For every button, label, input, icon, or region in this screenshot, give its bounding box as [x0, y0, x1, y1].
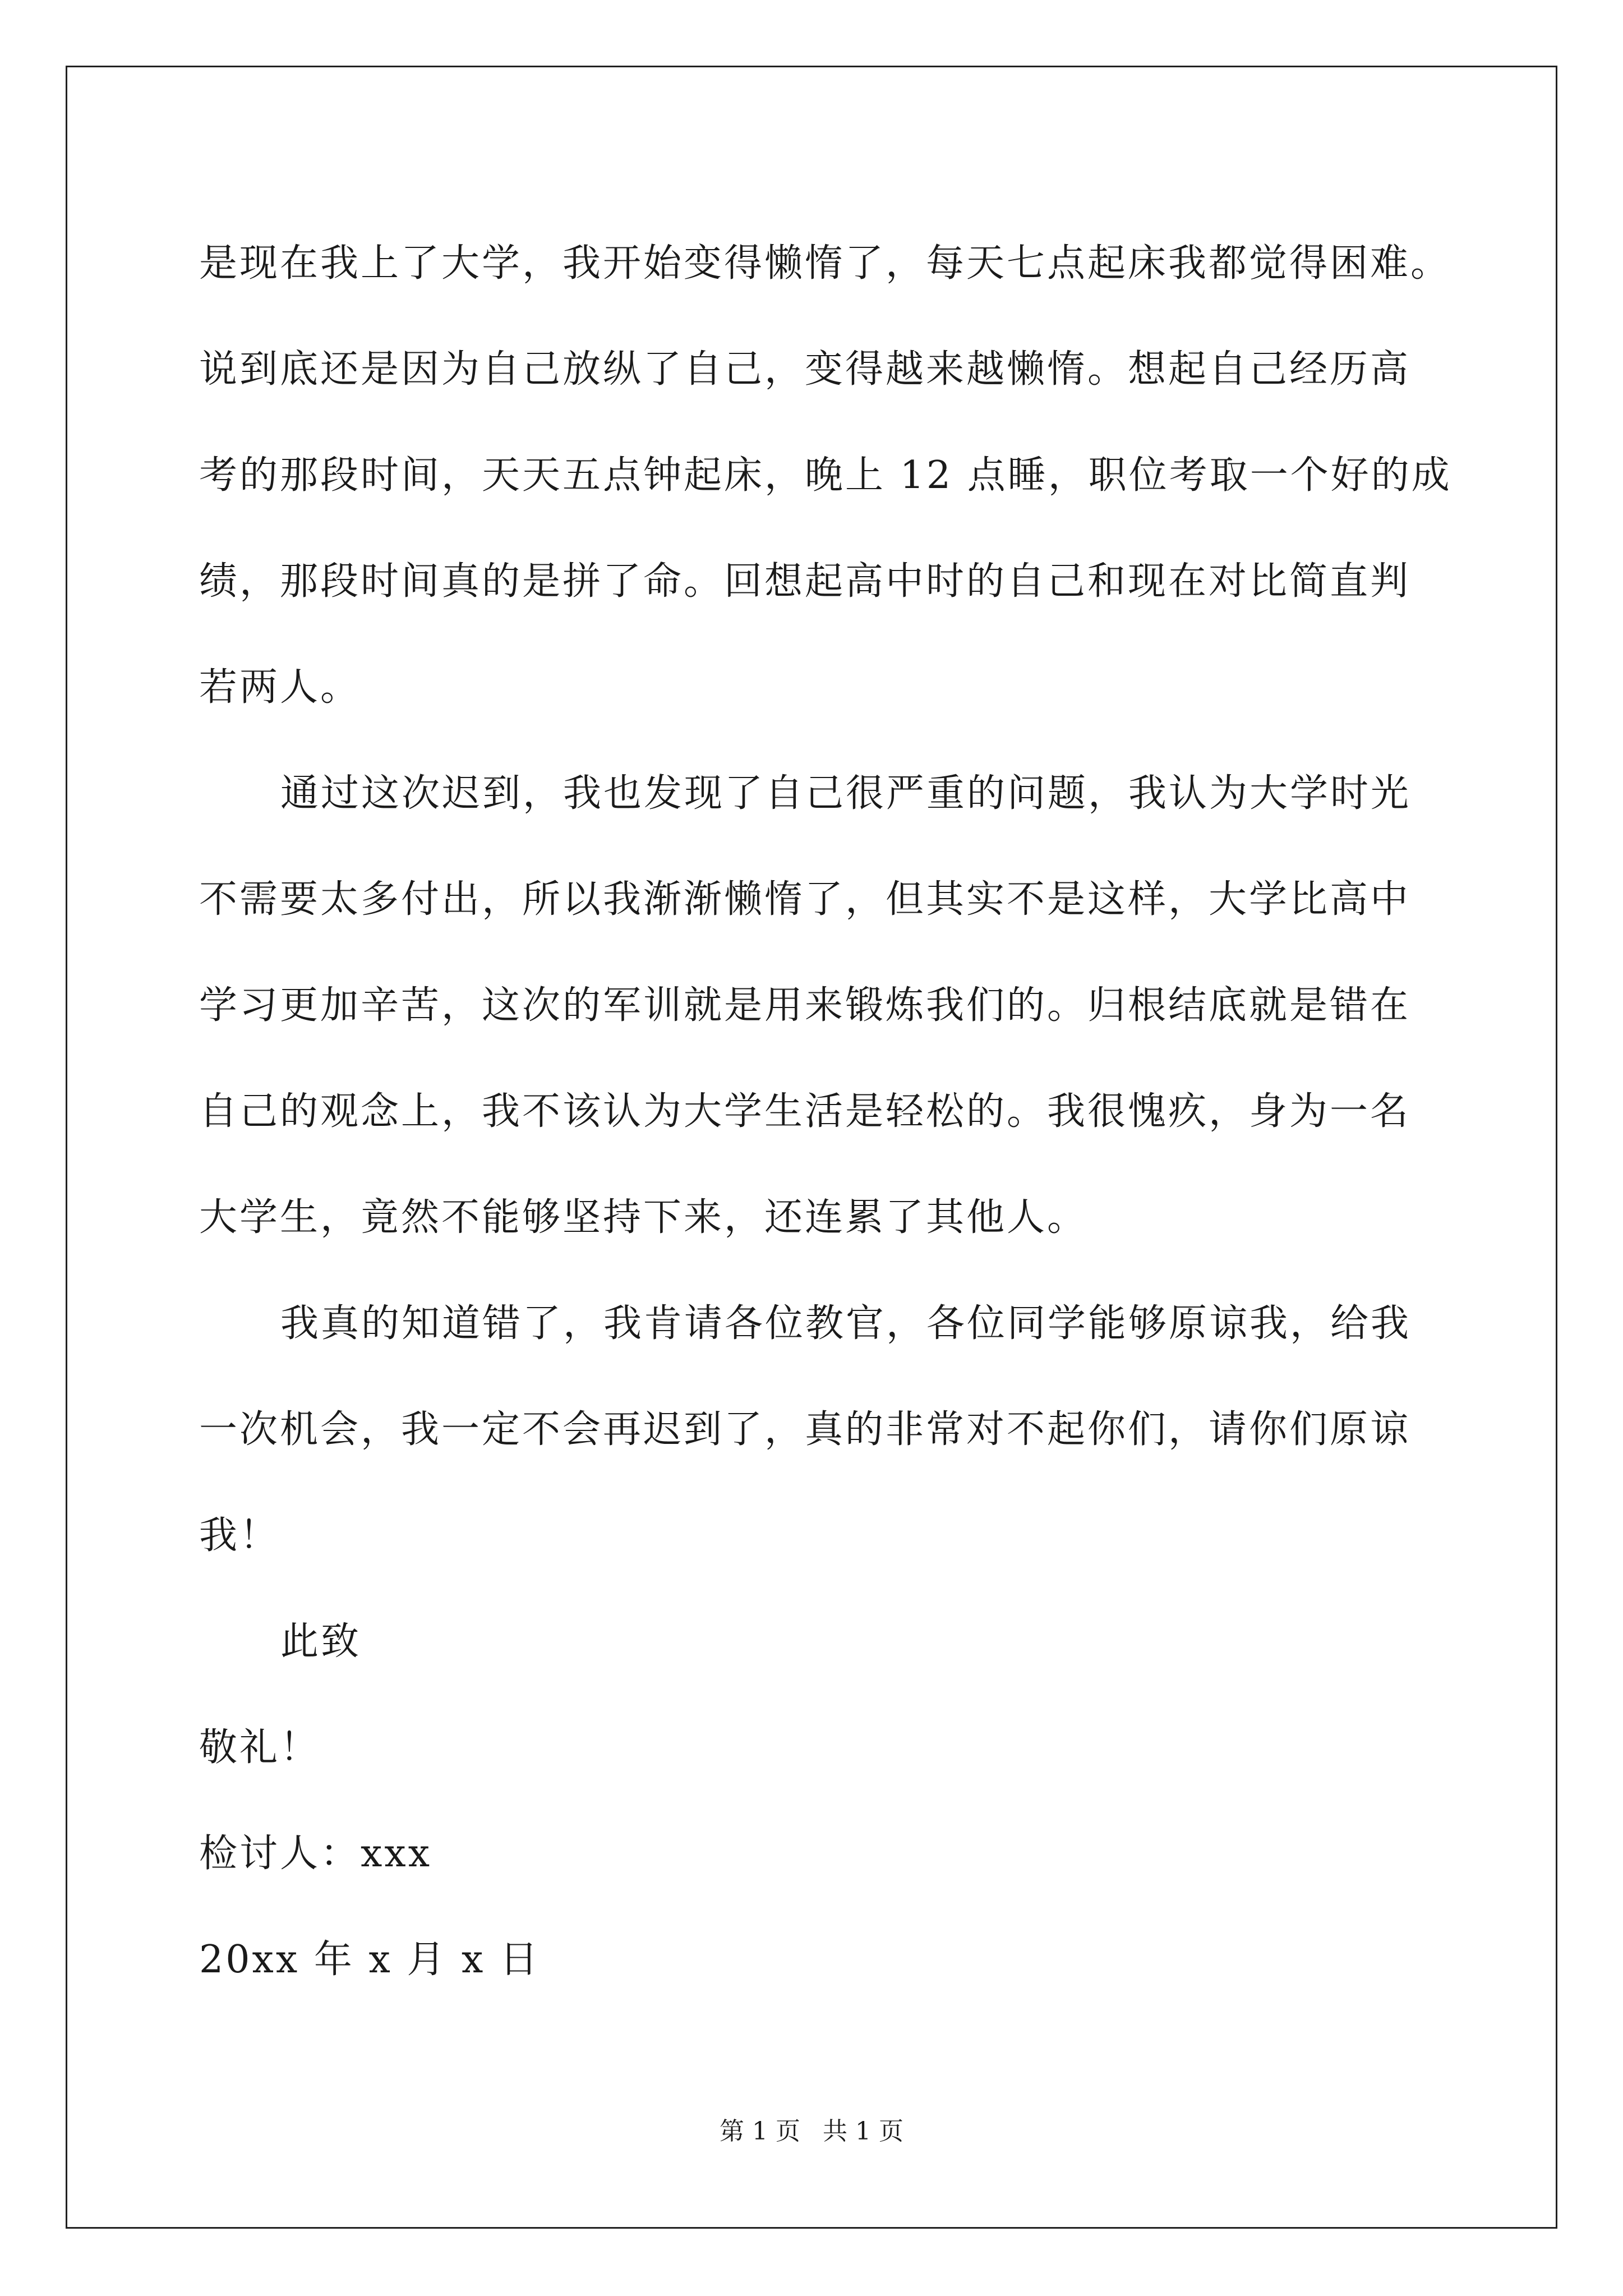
document-body: [199, 210, 1455, 2013]
page-footer: [0, 2115, 1623, 2148]
text-line: 我真的知道错了，我肯请各位教官，各位同学能够原谅我，给我: [280, 1301, 1412, 1346]
text-line: 考的那段时间，天天五点钟起床，晚上 12 点睡，职位考取一个好的成: [199, 453, 1452, 498]
closing-respect: 敬礼！: [199, 1726, 321, 1770]
text-line: 学习更加辛苦，这次的军训就是用来锻炼我们的。归根结底就是错在: [199, 983, 1411, 1028]
page-number: 第 1 页: [720, 2117, 800, 2146]
text-line: 若两人。: [199, 665, 361, 710]
text-line: 绩，那段时间真的是拼了命。回想起高中时的自己和现在对比简直判: [199, 559, 1411, 604]
closing-salutation: 此致: [280, 1619, 362, 1664]
text-line: 大学生，竟然不能够坚持下来，还连累了其他人。: [199, 1195, 1088, 1240]
text-line: 通过这次迟到，我也发现了自己很严重的问题，我认为大学时光: [280, 771, 1412, 816]
text-line: 自己的观念上，我不该认为大学生活是轻松的。我很愧疚，身为一名: [199, 1089, 1411, 1134]
text-line: 一次机会，我一定不会再迟到了，真的非常对不起你们，请你们原谅: [199, 1407, 1411, 1452]
page-total: 共 1 页: [823, 2117, 903, 2146]
text-line: 是现在我上了大学，我开始变得懒惰了，每天七点起床我都觉得困难。: [199, 241, 1451, 286]
text-line: 说到底还是因为自己放纵了自己，变得越来越懒惰。想起自己经历高: [199, 347, 1411, 392]
signature-line: 检讨人：xxx: [199, 1832, 432, 1876]
date-line: 20xx 年 x 月 x 日: [199, 1938, 541, 1982]
text-line: 我！: [199, 1513, 280, 1558]
text-line: 不需要太多付出，所以我渐渐懒惰了，但其实不是这样，大学比高中: [199, 877, 1411, 922]
